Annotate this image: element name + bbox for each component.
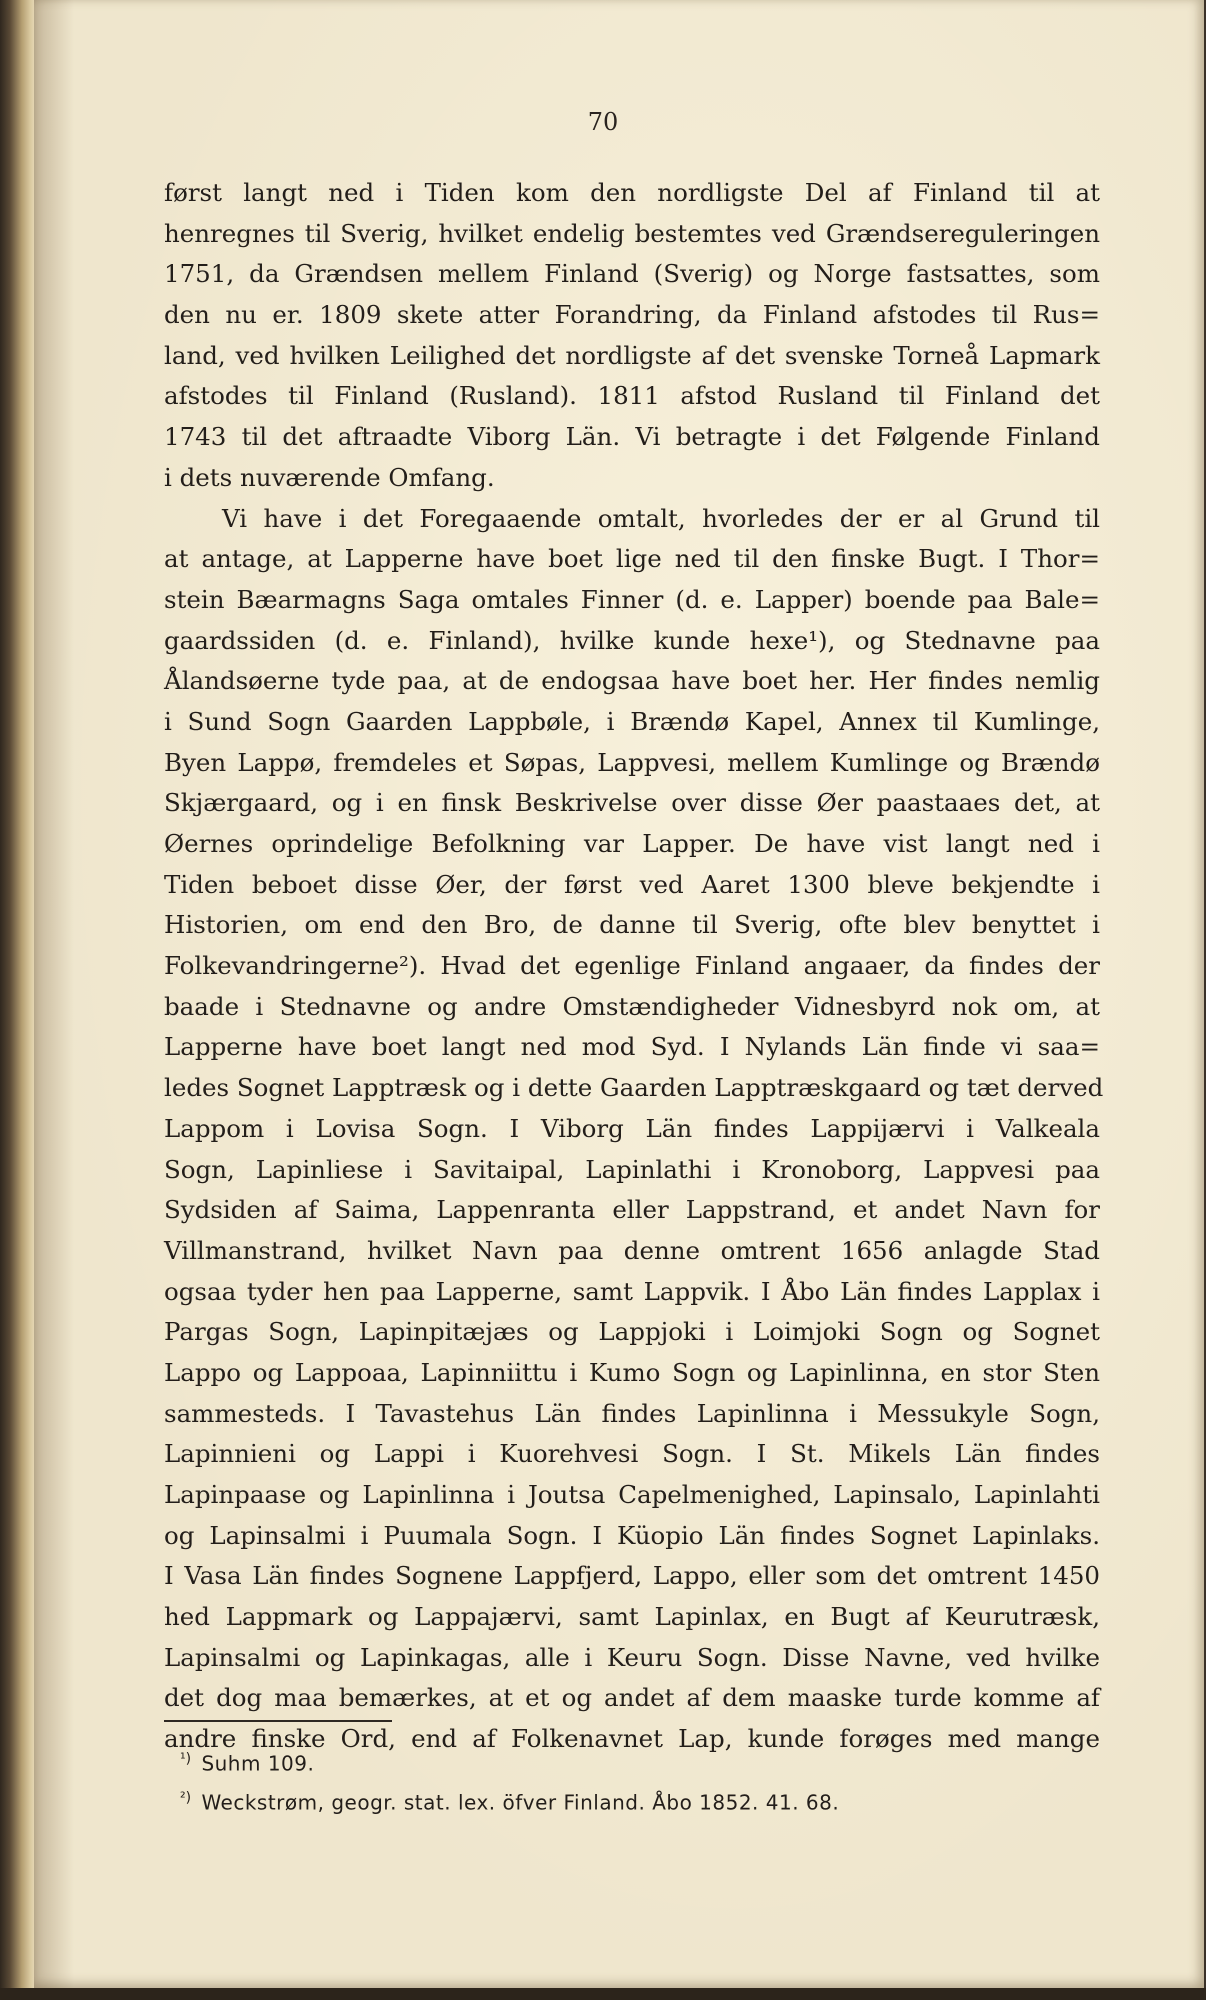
text-line: Villmanstrand, hvilket Navn paa denne omtrent 1656 anlagde Stad: [164, 1235, 1100, 1265]
text-line: Lappo og Lappoaa, Lapinniittu i Kumo Sogn og Lapinlinna, en stor Sten: [164, 1357, 1100, 1387]
body-text: [164, 173, 1104, 1760]
text-line: Lappom i Lovisa Sogn. I Viborg Län findes Lappijærvi i Valkeala: [164, 1113, 1100, 1143]
text-line: Lapinnieni og Lappi i Kuorehvesi Sogn. I St. Mikels Län findes: [164, 1439, 1100, 1469]
text-line: Historien, om end den Bro, de danne til Sverig, ofte blev benyttet i: [164, 910, 1100, 940]
footnote-marker: ²): [180, 1789, 192, 1806]
footnotes: [180, 1742, 1080, 1819]
page-bottom-edge: [0, 1988, 1206, 2000]
text-line: Tiden beboet disse Øer, der først ved Aaret 1300 bleve bekjendte i: [164, 869, 1100, 899]
text-line: Folkevandringerne²). Hvad det egenlige Finland angaaer, da findes der: [164, 951, 1100, 981]
text-line: Lapinpaase og Lapinlinna i Joutsa Capelmenighed, Lapinsalo, Lapinlahti: [164, 1480, 1100, 1509]
text-line-paragraph-end: i dets nuværende Omfang.: [164, 462, 495, 492]
text-line: den nu er. 1809 skete atter Forandring, da Finland afstodes til Rus=: [164, 300, 1100, 330]
text-line: det dog maa bemærkes, at et og andet af dem maaske turde komme af: [164, 1683, 1100, 1713]
footnote-2: [180, 1781, 1080, 1820]
text-line: at antage, at Lapperne have boet lige ned til den finske Bugt. I Thor=: [164, 544, 1100, 574]
text-line: sammesteds. I Tavastehus Län findes Lapinlinna i Messukyle Sogn,: [164, 1398, 1100, 1428]
text-line: Ålandsøerne tyde paa, at de endogsaa have boet her. Her findes nemlig: [164, 666, 1100, 696]
text-line: ogsaa tyder hen paa Lapperne, samt Lappvik. I Åbo Län findes Lapplax i: [164, 1276, 1100, 1306]
text-line: hed Lappmark og Lappajærvi, samt Lapinlax, en Bugt af Keurutræsk,: [164, 1602, 1100, 1632]
footnote-text: Suhm 109.: [201, 1751, 315, 1776]
book-spine: [0, 0, 34, 2000]
text-line: 1743 til det aftraadte Viborg Län. Vi betragte i det Følgende Finland: [164, 422, 1100, 452]
text-line: ledes Sognet Lapptræsk og i dette Gaarden Lapptræskgaard og tæt derved: [164, 1073, 1104, 1103]
footnote-1: [180, 1742, 1080, 1781]
text-line: land, ved hvilken Leilighed det nordligste af det svenske Torneå Lapmark: [164, 340, 1100, 370]
text-line: og Lapinsalmi i Puumala Sogn. I Küopio Län findes Sognet Lapinlaks.: [164, 1520, 1100, 1550]
text-line: andre finske Ord, end af Folkenavnet Lap, kunde forøges med mange: [164, 1724, 1100, 1754]
footnote-marker: ¹): [180, 1751, 192, 1767]
text-line: Byen Lappø, fremdeles et Søpas, Lappvesi, mellem Kumlinge og Brændø: [164, 747, 1100, 777]
text-line: Pargas Sogn, Lapinpitæjæs og Lappjoki i Loimjoki Sogn og Sognet: [164, 1317, 1100, 1347]
text-line: Sydsiden af Saima, Lappenranta eller Lappstrand, et andet Navn for: [164, 1195, 1100, 1225]
text-line: baade i Stednavne og andre Omstændigheder Vidnesbyrd nok om, at: [164, 991, 1100, 1021]
page-number: 70: [587, 108, 619, 136]
text-line-paragraph-start: Vi have i det Foregaaende omtalt, hvorledes der er al Grund til: [222, 503, 1100, 533]
text-line: afstodes til Finland (Rusland). 1811 afstod Rusland til Finland det: [164, 381, 1100, 411]
text-line: Sogn, Lapinliese i Savitaipal, Lapinlathi i Kronoborg, Lappvesi paa: [164, 1154, 1100, 1184]
text-line: Lapperne have boet langt ned mod Syd. I Nylands Län finde vi saa=: [164, 1032, 1100, 1062]
text-line: Øernes oprindelige Befolkning var Lapper. De have vist langt ned i: [164, 829, 1100, 858]
text-line: gaardssiden (d. e. Finland), hvilke kunde hexe¹), og Stednavne paa: [164, 625, 1100, 655]
text-line: I Vasa Län findes Sognene Lappfjerd, Lappo, eller som det omtrent 1450: [164, 1561, 1100, 1591]
text-line: Lapinsalmi og Lapinkagas, alle i Keuru Sogn. Disse Navne, ved hvilke: [164, 1642, 1100, 1672]
text-line: henregnes til Sverig, hvilket endelig bestemtes ved Grændsereguleringen: [164, 218, 1100, 248]
text-line: først langt ned i Tiden kom den nordligste Del af Finland til at: [164, 178, 1100, 207]
text-line: i Sund Sogn Gaarden Lappbøle, i Brændø Kapel, Annex til Kumlinge,: [164, 706, 1100, 736]
text-line: stein Bæarmagns Saga omtales Finner (d. e. Lapper) boende paa Bale=: [164, 584, 1100, 614]
text-line: 1751, da Grændsen mellem Finland (Sverig) og Norge fastsattes, som: [164, 259, 1100, 289]
text-line: Skjærgaard, og i en finsk Beskrivelse over disse Øer paastaaes det, at: [164, 788, 1100, 818]
footnote-text: Weckstrøm, geogr. stat. lex. öfver Finland. Åbo 1852. 41. 68.: [201, 1790, 840, 1815]
footnote-divider: [164, 1720, 392, 1722]
